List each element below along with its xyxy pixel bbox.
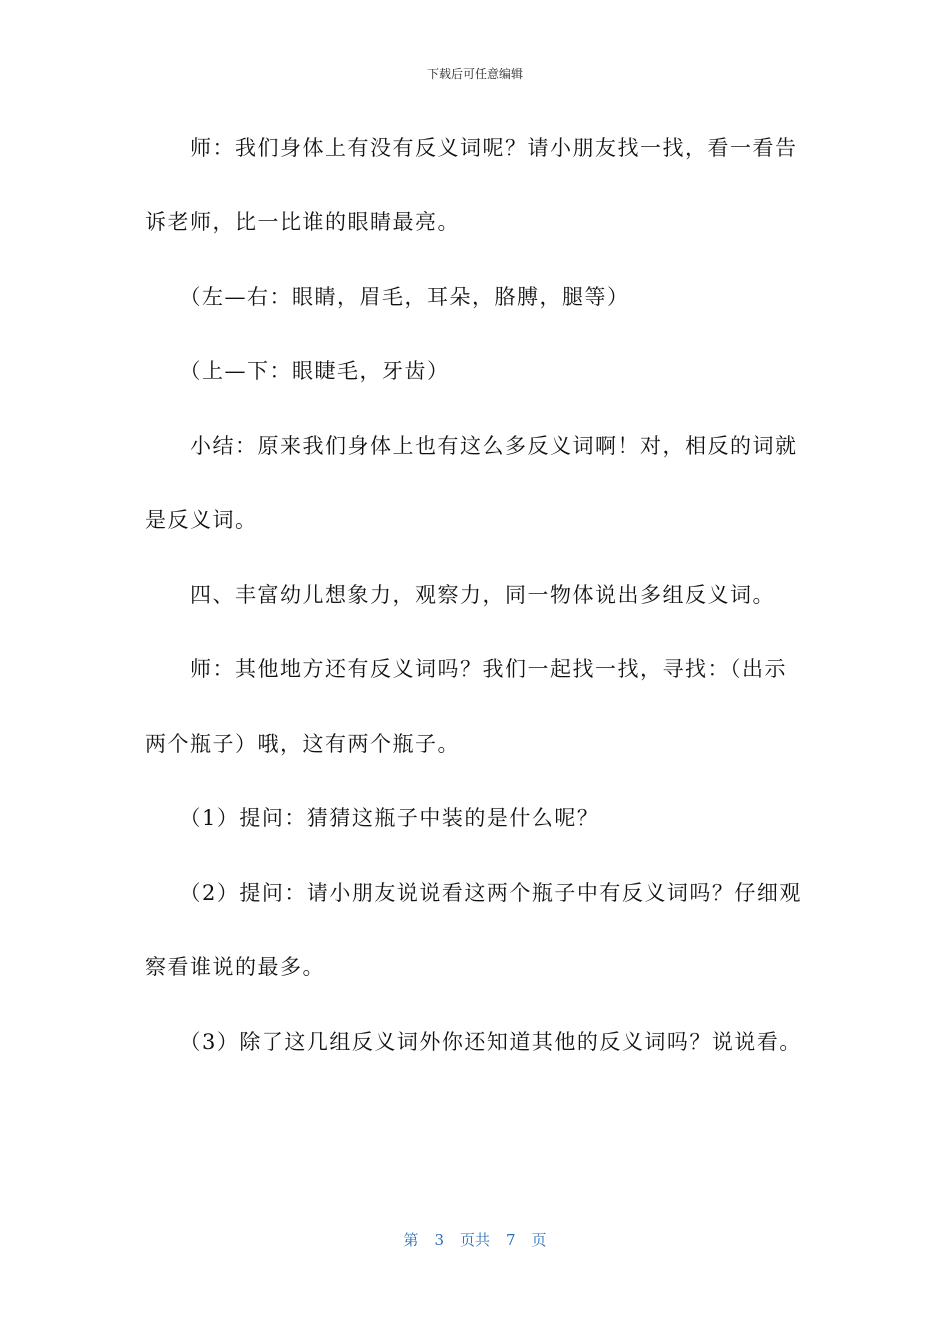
text-line: （1）提问：猜猜这瓶子中装的是什么呢？ bbox=[145, 806, 600, 830]
text-line: 小结：原来我们身体上也有这么多反义词啊！对，相反的词就 bbox=[145, 434, 798, 458]
text-line: （上—下：眼睫毛，牙齿） bbox=[145, 359, 450, 383]
footer-middle: 页共 bbox=[459, 1231, 490, 1249]
footer-prefix: 第 bbox=[403, 1231, 419, 1249]
text-line: 是反义词。 bbox=[145, 508, 258, 532]
footer-total-pages: 7 bbox=[506, 1231, 516, 1249]
text-line: 师：其他地方还有反义词吗？我们一起找一找，寻找：（出示 bbox=[145, 657, 787, 681]
text-line: （3）除了这几组反义词外你还知道其他的反义词吗？说说看。 bbox=[145, 1030, 802, 1054]
page-header-note: 下载后可任意编辑 bbox=[426, 67, 523, 81]
page-footer bbox=[0, 1230, 950, 1250]
text-line: 察看谁说的最多。 bbox=[145, 955, 325, 979]
text-line: （2）提问：请小朋友说说看这两个瓶子中有反义词吗？仔细观 bbox=[145, 881, 802, 905]
text-line: 两个瓶子）哦，这有两个瓶子。 bbox=[145, 732, 460, 756]
footer-suffix: 页 bbox=[531, 1231, 547, 1249]
text-line: 诉老师，比一比谁的眼睛最亮。 bbox=[145, 210, 460, 234]
text-line: 师：我们身体上有没有反义词呢？请小朋友找一找，看一看告 bbox=[145, 136, 798, 160]
text-line: （左—右：眼睛，眉毛，耳朵，胳膊，腿等） bbox=[145, 285, 630, 309]
footer-current-page: 3 bbox=[434, 1231, 444, 1249]
text-line: 四、丰富幼儿想象力，观察力，同一物体说出多组反义词。 bbox=[145, 583, 775, 607]
